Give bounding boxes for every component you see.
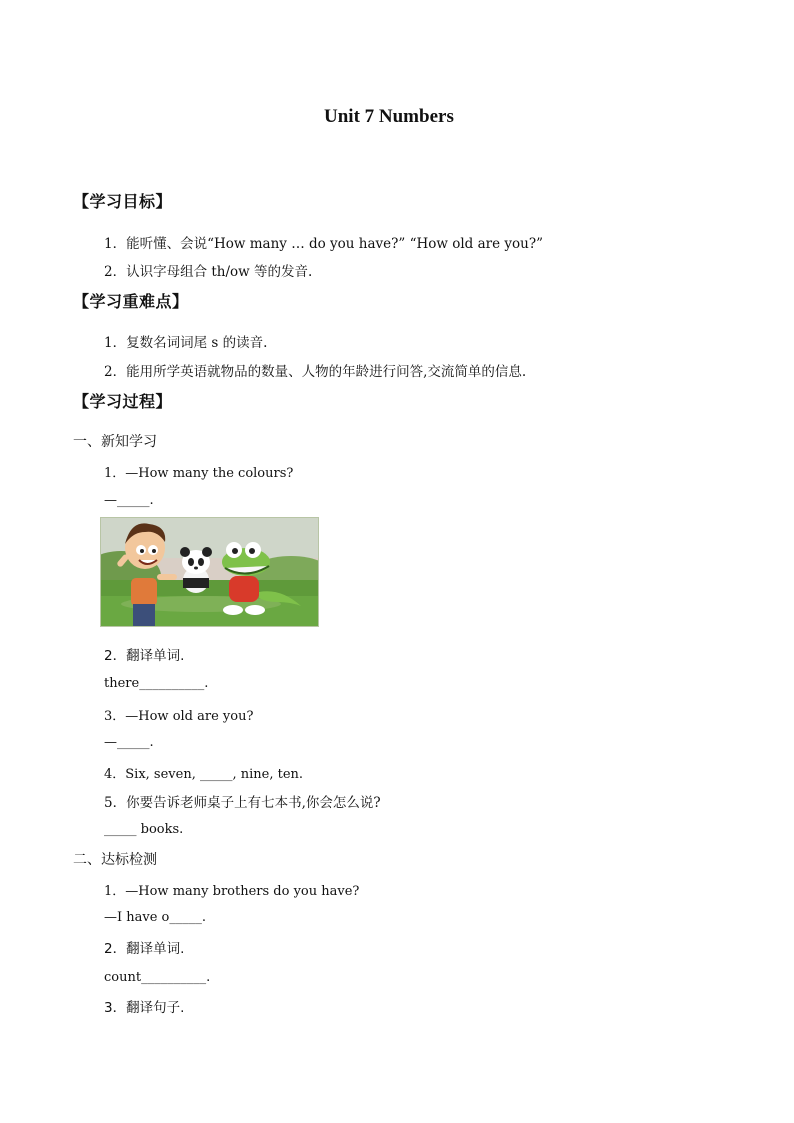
part2-answer-1: —I have o_____. <box>104 910 207 925</box>
part1-question-3: 3．—How old are you? <box>104 709 254 724</box>
part2-question-1: 1．—How many brothers do you have? <box>104 884 360 899</box>
key-point-item-2: 2．能用所学英语就物品的数量、人物的年龄进行问答,交流简单的信息. <box>104 364 527 380</box>
part1-question-5: 5．你要告诉老师桌子上有七本书,你会怎么说? <box>104 795 381 811</box>
cartoon-illustration <box>100 517 319 627</box>
objectives-heading: 【学习目标】 <box>73 192 173 211</box>
key-points-heading: 【学习重难点】 <box>73 292 189 311</box>
part1-answer-1: —_____. <box>104 493 154 508</box>
part1-label: 一、新知学习 <box>73 434 157 450</box>
part1-answer-5: _____ books. <box>104 822 184 837</box>
part1-question-1: 1．—How many the colours? <box>104 466 294 481</box>
part1-question-4: 4．Six, seven, _____, nine, ten. <box>104 767 304 782</box>
part1-answer-3: —_____. <box>104 735 154 750</box>
page-title: Unit 7 Numbers <box>324 106 454 127</box>
part2-question-3: 3．翻译句子. <box>104 1000 185 1016</box>
objective-item-2: 2．认识字母组合 th/ow 等的发音. <box>104 264 313 280</box>
key-point-item-1: 1．复数名词词尾 s 的读音. <box>104 335 268 351</box>
part2-question-2: 2．翻译单词. <box>104 941 185 957</box>
part1-question-2: 2．翻译单词. <box>104 648 185 664</box>
process-heading: 【学习过程】 <box>73 392 173 411</box>
objective-item-1: 1．能听懂、会说“How many … do you have?” “How old are you?” <box>104 236 543 252</box>
part1-answer-2: there__________. <box>104 676 209 691</box>
part2-answer-2: count__________. <box>104 970 211 985</box>
part2-label: 二、达标检测 <box>73 852 157 868</box>
cartoon-illustration-art <box>101 518 318 626</box>
